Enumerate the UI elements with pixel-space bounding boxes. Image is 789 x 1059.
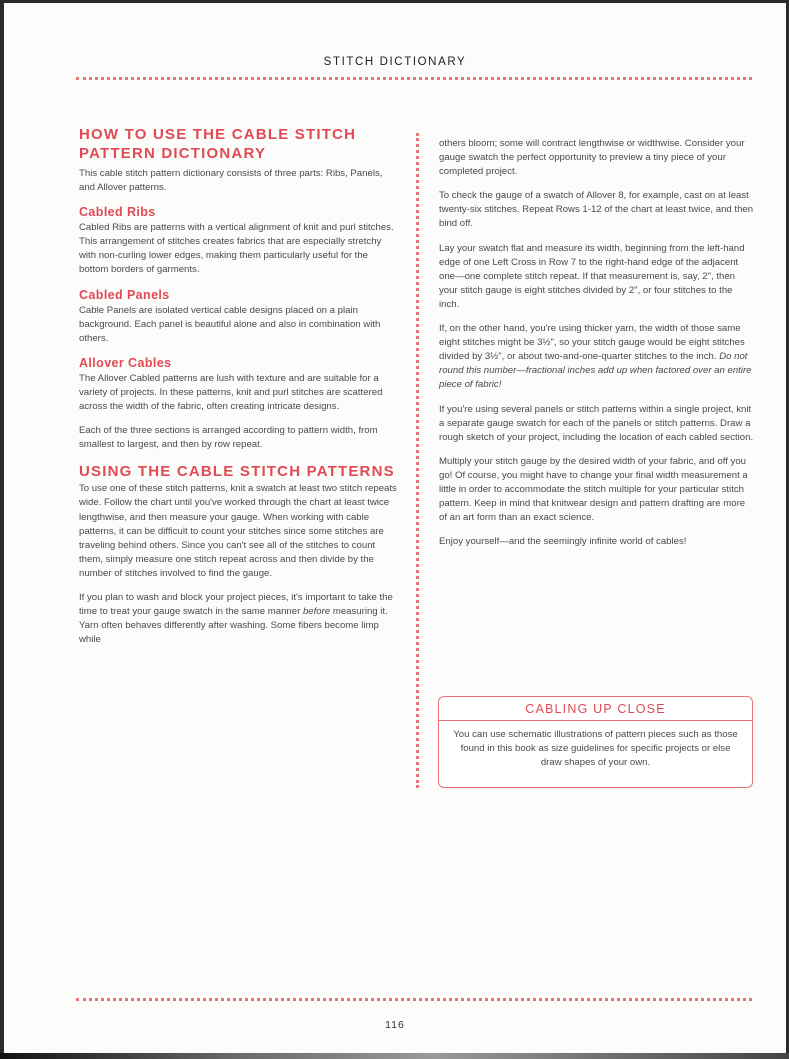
running-head: STITCH DICTIONARY [323,56,467,68]
panels-paragraph: Cable Panels are isolated vertical cable designs placed on a plain background. Each panel is beautiful alone and also in combination with others. [79,304,381,344]
title-line-2: PATTERN DICTIONARY [79,145,267,162]
right-column [439,137,755,559]
allover-paragraph: The Allover Cabled patterns are lush with texture and are suitable for a variety of projects. In these patterns, knit and purl stitches are scattered across the width of the fabric, often creating intricate designs. [79,372,383,413]
sidebar-text: You can use schematic illustrations of pattern pieces such as those found in this book as size guidelines for specific projects or else draw shapes of your own. [453,729,738,769]
wash-text-b: measuring it. Yarn often behaves differently after washing. Some fibers become limp while [79,606,388,646]
thicker-yarn-paragraph [439,322,755,392]
several-panels-paragraph: If you're using several panels or stitch patterns within a single project, knit a separate gauge swatch for each of the panels or stitch patterns. Draw a rough sketch of your project, including the location of each cabled section. [439,403,754,443]
lay-swatch-paragraph: Lay your swatch flat and measure its width, beginning from the left-hand edge of one Left Cross in Row 7 to the right-hand edge of the adjacent one—one complete stitch repeat. If that measurement is, say, 2", then your stitch gauge is eight stitches divided by 2", or four stitches to the inch. [439,242,745,310]
heading-cabled-ribs: Cabled Ribs [79,205,156,220]
heading-cabled-panels: Cabled Panels [79,287,170,302]
intro-paragraph: This cable stitch pattern dictionary consists of three parts: Ribs, Panels, and Allover patterns. [79,168,383,194]
using-paragraph: To use one of these stitch patterns, knit a swatch at least two stitch repeats wide. Follow the chart until you've worked through the chart at least twice lengthwise, and then measure your gauge. When working with cable patterns, it can be difficult to count your stitches since some stitches are traveling behind others. Since you can't see all of the stitches to count them, simply measure one stitch repeat across and then divide by the number of stitches involved to find the gauge. [79,483,397,579]
scan-edge [0,1053,789,1059]
left-column [79,125,397,657]
title-line-1: HOW TO USE THE CABLE STITCH [79,126,357,143]
top-dotted-rule [76,77,752,80]
wash-text-emphasis: before [302,606,331,618]
book-page [4,3,786,1053]
thicker-yarn-text: If, on the other hand, you're using thicker yarn, the width of those same eight stitches might be 3½", so your stitch gauge would be eight stitches divided by 3½", or about two-and-one-quarter stitches to the inch. [439,323,745,363]
bloom-paragraph: others bloom; some will contract lengthwise or widthwise. Consider your gauge swatch the perfect opportunity to preview a tiny piece of your completed project. [439,138,745,178]
sidebar-title: CABLING UP CLOSE [439,697,752,721]
wash-text-a: If you plan to wash and block your project pieces, it's important to take the time to treat your gauge swatch in the same manner [79,591,393,618]
thicker-yarn-emphasis: Do not round this number—fractional inches add up when factored over an entire piece of fabric! [439,351,752,391]
ribs-paragraph: Cabled Ribs are patterns with a vertical alignment of knit and purl stitches. This arrangement of stitches creates fabrics that are especially stretchy with non-curling lower edges, making them particularly useful for the bottom borders of garments. [79,222,394,276]
wash-paragraph [79,591,397,647]
section-title-using: USING THE CABLE STITCH PATTERNS [79,463,395,481]
bottom-dotted-rule [76,998,752,1001]
column-divider [416,133,419,788]
page-number: 116 [385,1019,405,1031]
multiply-paragraph: Multiply your stitch gauge by the desired width of your fabric, and off you go! Of course, you might have to change your final width measurement a little in order to accommodate the stitch multiple for your particular stitch pattern. Keep in mind that knitwear design and pattern drafting are more of an art form than an exact science. [439,455,748,524]
arranged-paragraph: Each of the three sections is arranged according to pattern width, from smallest to largest, and then by row repeat. [79,425,378,451]
sidebar-box [438,696,753,788]
check-gauge-paragraph: To check the gauge of a swatch of Allover 8, for example, cast on at least twenty-six stitches. Repeat Rows 1-12 of the chart at least twice, and then bind off. [439,190,754,230]
enjoy-paragraph: Enjoy yourself—and the seemingly infinite world of cables! [439,536,687,548]
heading-allover-cables: Allover Cables [79,355,172,370]
section-title-how-to-use [79,125,397,163]
